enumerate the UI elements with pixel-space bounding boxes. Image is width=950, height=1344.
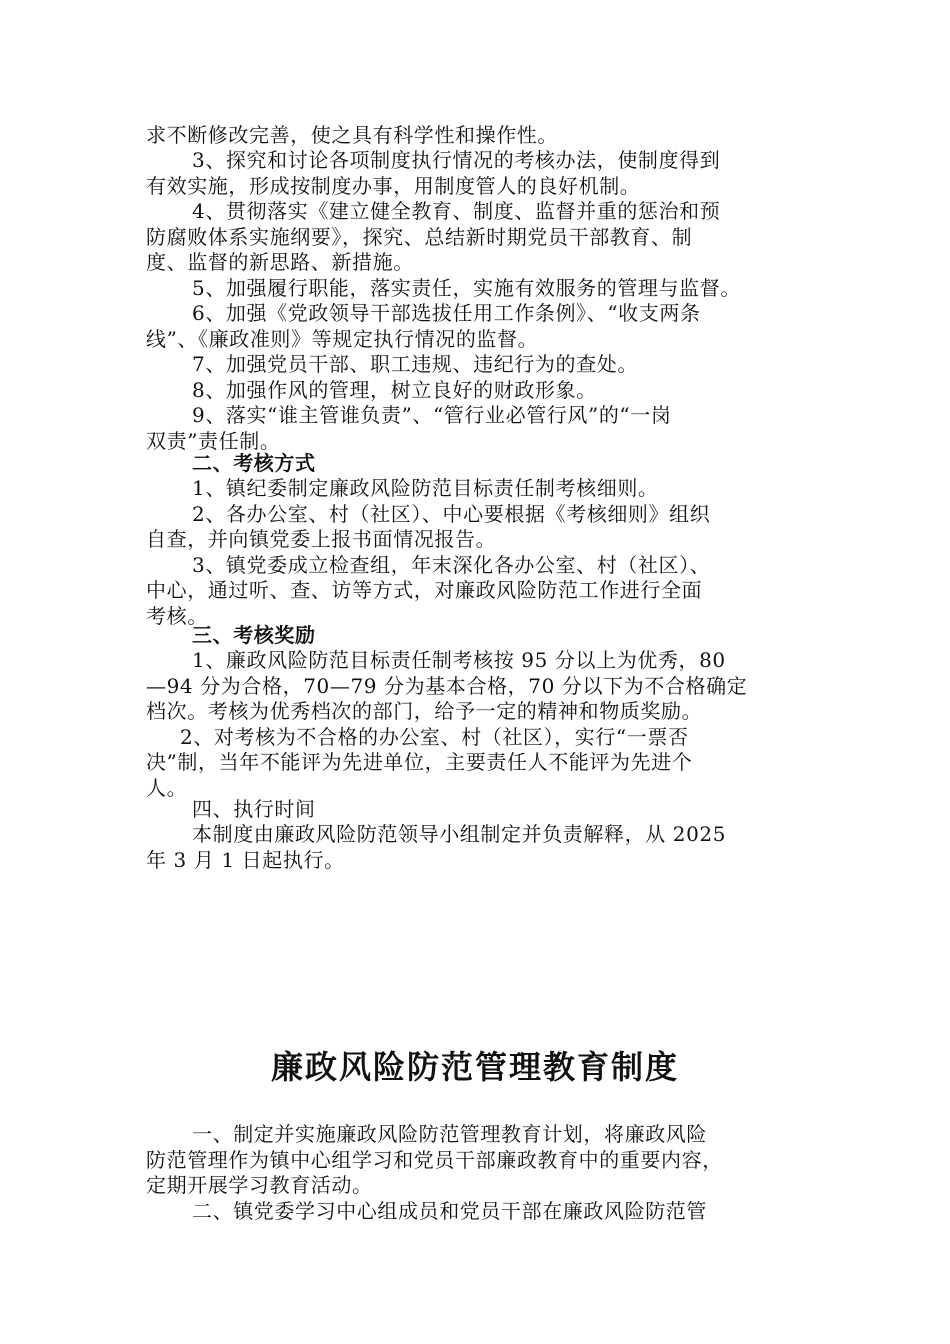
paragraph-line: 防范管理作为镇中心组学习和党员干部廉政教育中的重要内容，	[146, 1148, 723, 1172]
paragraph-line: 防腐败体系实施纲要》，探究、总结新时期党员干部教育、制	[146, 225, 693, 249]
paragraph-line: 二、镇党委学习中心组成员和党员干部在廉政风险防范管	[192, 1199, 707, 1223]
paragraph-line: 定期开展学习教育活动。	[146, 1173, 373, 1197]
paragraph-line: 考核。	[146, 604, 208, 628]
paragraph-line: 5、加强履行职能，落实责任，实施有效服务的管理与监督。	[192, 276, 741, 300]
paragraph-line: 线”、《廉政准则》等规定执行情况的监督。	[146, 327, 539, 351]
paragraph-line: 2、各办公室、村（社区）、中心要根据《考核细则》组织	[192, 502, 711, 526]
paragraph-line: 一、制定并实施廉政风险防范管理教育计划，将廉政风险	[192, 1122, 707, 1146]
paragraph-line: 1、廉政风险防范目标责任制考核按 95 分以上为优秀，80	[192, 648, 726, 672]
paragraph-line: 4、贯彻落实《建立健全教育、制度、监督并重的惩治和预	[192, 199, 721, 223]
paragraph-line: 决”制，当年不能评为先进单位，主要责任人不能评为先进个	[146, 750, 693, 774]
paragraph-line: 档次。考核为优秀档次的部门，给予一定的精神和物质奖励。	[146, 699, 703, 723]
paragraph-line: 8、加强作风的管理，树立良好的财政形象。	[192, 378, 597, 402]
paragraph-line: 3、探究和讨论各项制度执行情况的考核办法，使制度得到	[192, 148, 721, 172]
paragraph-line: 度、监督的新思路、新措施。	[146, 250, 414, 274]
paragraph-line: 2、对考核为不合格的办公室、村（社区），实行“一票否	[180, 725, 689, 749]
document-title: 廉政风险防范管理教育制度	[270, 1048, 679, 1086]
paragraph-line: 自查，并向镇党委上报书面情况报告。	[146, 527, 497, 551]
paragraph-line: 求不断修改完善，使之具有科学性和操作性。	[146, 123, 558, 147]
paragraph-line: 6、加强《党政领导干部选拔任用工作条例》、“收支两条	[192, 301, 701, 325]
paragraph-line: 有效实施，形成按制度办事，用制度管人的良好机制。	[146, 174, 641, 198]
section-heading: 三、考核奖励	[192, 623, 316, 647]
paragraph-line: 本制度由廉政风险防范领导小组制定并负责解释，从 2025	[192, 822, 727, 846]
paragraph-line: 年 3 月 1 日起执行。	[146, 848, 345, 872]
paragraph-line: —94 分为合格，70—79 分为基本合格，70 分以下为不合格确定	[146, 674, 748, 698]
paragraph-line: 人。	[146, 776, 188, 800]
paragraph-line: 7、加强党员干部、职工违规、违纪行为的查处。	[192, 352, 638, 376]
section-heading: 二、考核方式	[192, 451, 316, 475]
paragraph-line: 1、镇纪委制定廉政风险防范目标责任制考核细则。	[192, 476, 659, 500]
section-heading: 四、执行时间	[192, 797, 316, 821]
paragraph-line: 9、落实“谁主管谁负责”、“管行业必管行风”的“一岗	[192, 403, 672, 427]
paragraph-line: 双责”责任制。	[146, 429, 281, 453]
paragraph-line: 中心，通过听、查、访等方式，对廉政风险防范工作进行全面	[146, 578, 703, 602]
paragraph-line: 3、镇党委成立检查组，年末深化各办公室、村（社区）、	[192, 553, 711, 577]
